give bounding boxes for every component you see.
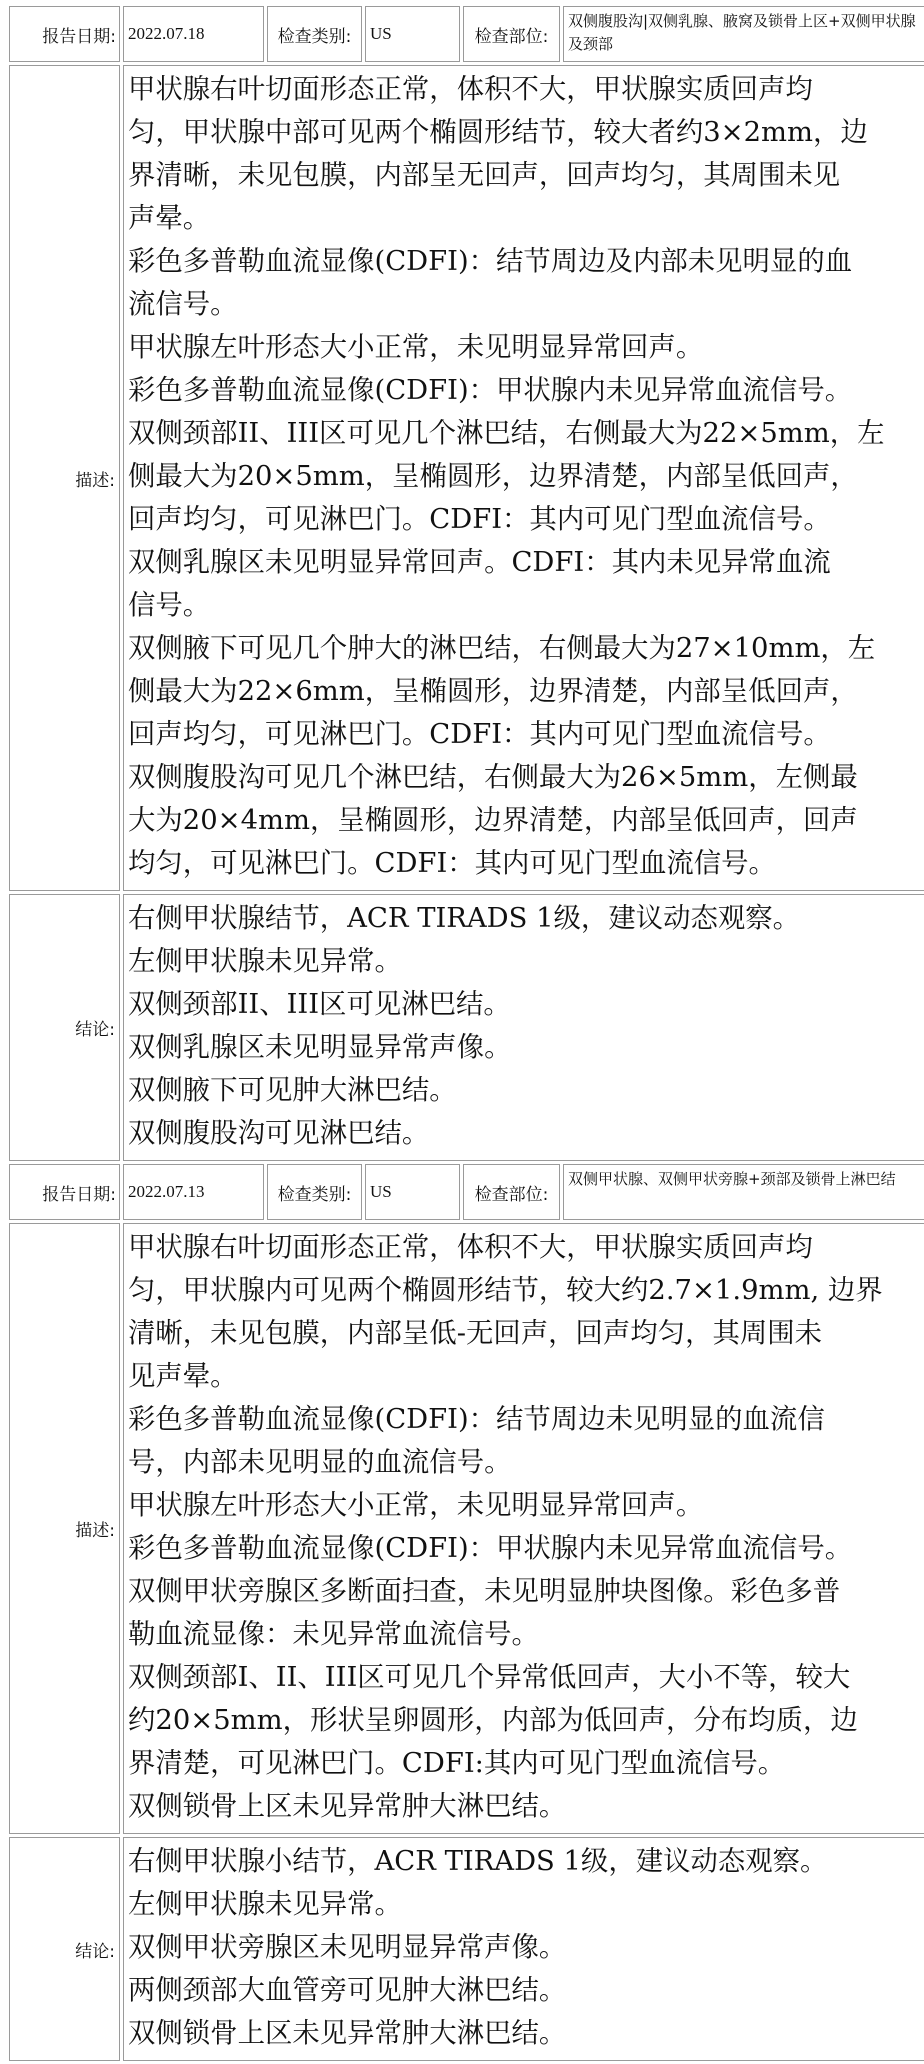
- conclusion-line: 双侧腋下可见肿大淋巴结。: [128, 1075, 457, 1106]
- description-line: 见声晕。: [128, 1361, 238, 1392]
- conclusion-line: 左侧甲状腺未见异常。: [128, 1889, 402, 1920]
- conclusion-line: 右侧甲状腺结节，ACR TIRADS 1级，建议动态观察。: [128, 903, 801, 934]
- conclusion-line: 双侧颈部II、III区可见淋巴结。: [128, 989, 511, 1020]
- conclusion-text: [123, 1837, 924, 2061]
- conclusion-line: 双侧甲状旁腺区未见明显异常声像。: [128, 1932, 567, 1963]
- description-line: 甲状腺左叶形态大小正常，未见明显异常回声。: [128, 1490, 704, 1521]
- description-line: 界清楚，可见淋巴门。CDFI:其内可见门型血流信号。: [128, 1748, 786, 1779]
- conclusion-text: [123, 894, 924, 1161]
- description-line: 匀，甲状腺中部可见两个椭圆形结节，较大者约3×2mm，边: [128, 117, 868, 148]
- description-row: [9, 65, 924, 891]
- description-line: 清晰，未见包膜，内部呈低-无回声，回声均匀，其周围未: [128, 1318, 823, 1349]
- description-line: 双侧腋下可见几个肿大的淋巴结，右侧最大为27×10mm，左: [128, 633, 876, 664]
- description-line: 双侧颈部II、III区可见几个淋巴结，右侧最大为22×5mm，左: [128, 418, 885, 449]
- description-line: 均匀，可见淋巴门。CDFI：其内可见门型血流信号。: [128, 848, 776, 879]
- description-line: 匀，甲状腺内可见两个椭圆形结节，较大约2.7×1.9mm, 边界: [128, 1275, 883, 1306]
- description-line: 双侧颈部I、II、III区可见几个异常低回声，大小不等，较大: [128, 1662, 851, 1693]
- description-line: 甲状腺左叶形态大小正常，未见明显异常回声。: [128, 332, 704, 363]
- description-line: 彩色多普勒血流显像(CDFI)：甲状腺内未见异常血流信号。: [128, 1533, 853, 1564]
- report-date-value: 2022.07.13: [123, 1164, 264, 1220]
- conclusion-line: 双侧乳腺区未见明显异常声像。: [128, 1032, 512, 1063]
- report-header-row: [9, 6, 924, 62]
- conclusion-line: 两侧颈部大血管旁可见肿大淋巴结。: [128, 1975, 567, 2006]
- conclusion-line: 右侧甲状腺小结节，ACR TIRADS 1级，建议动态观察。: [128, 1846, 828, 1877]
- description-line: 回声均匀，可见淋巴门。CDFI：其内可见门型血流信号。: [128, 504, 831, 535]
- description-line: 声晕。: [128, 203, 211, 234]
- description-line: 信号。: [128, 590, 211, 621]
- report-table: [6, 3, 924, 2064]
- conclusion-label: 结论:: [9, 1837, 120, 2061]
- exam-type-value: US: [365, 1164, 460, 1220]
- description-line: 侧最大为20×5mm，呈椭圆形，边界清楚，内部呈低回声，: [128, 461, 858, 492]
- exam-site-label: 检查部位:: [463, 1164, 560, 1220]
- description-row: [9, 1223, 924, 1834]
- description-line: 约20×5mm，形状呈卵圆形，内部为低回声，分布均质，边: [128, 1705, 858, 1736]
- description-line: 彩色多普勒血流显像(CDFI)：结节周边未见明显的血流信: [128, 1404, 825, 1435]
- conclusion-label: 结论:: [9, 894, 120, 1161]
- exam-site-label: 检查部位:: [463, 6, 560, 62]
- description-line: 大为20×4mm，呈椭圆形，边界清楚，内部呈低回声，回声: [128, 805, 858, 836]
- exam-type-value: US: [365, 6, 460, 62]
- description-line: 双侧乳腺区未见明显异常回声。CDFI：其内未见异常血流: [128, 547, 831, 578]
- exam-type-label: 检查类别:: [267, 1164, 362, 1220]
- conclusion-row: [9, 1837, 924, 2061]
- description-line: 双侧锁骨上区未见异常肿大淋巴结。: [128, 1791, 567, 1822]
- description-label: 描述:: [9, 1223, 120, 1834]
- description-line: 侧最大为22×6mm，呈椭圆形，边界清楚，内部呈低回声，: [128, 676, 858, 707]
- report-date-value: 2022.07.18: [123, 6, 264, 62]
- exam-type-label: 检查类别:: [267, 6, 362, 62]
- exam-site-value: 双侧腹股沟|双侧乳腺、腋窝及锁骨上区+双侧甲状腺及颈部: [563, 6, 924, 62]
- report-date-label: 报告日期:: [9, 6, 120, 62]
- description-line: 甲状腺右叶切面形态正常，体积不大，甲状腺实质回声均: [128, 74, 813, 105]
- description-line: 界清晰，未见包膜，内部呈无回声，回声均匀，其周围未见: [128, 160, 841, 191]
- description-text: [123, 65, 924, 891]
- description-line: 彩色多普勒血流显像(CDFI)：甲状腺内未见异常血流信号。: [128, 375, 853, 406]
- description-line: 甲状腺右叶切面形态正常，体积不大，甲状腺实质回声均: [128, 1232, 813, 1263]
- conclusion-line: 左侧甲状腺未见异常。: [128, 946, 402, 977]
- description-line: 回声均匀，可见淋巴门。CDFI：其内可见门型血流信号。: [128, 719, 831, 750]
- description-line: 流信号。: [128, 289, 238, 320]
- report-date-label: 报告日期:: [9, 1164, 120, 1220]
- description-line: 勒血流显像：未见异常血流信号。: [128, 1619, 539, 1650]
- conclusion-line: 双侧锁骨上区未见异常肿大淋巴结。: [128, 2018, 567, 2049]
- exam-site-value: 双侧甲状腺、双侧甲状旁腺+颈部及锁骨上淋巴结: [563, 1164, 924, 1220]
- conclusion-line: 双侧腹股沟可见淋巴结。: [128, 1118, 430, 1149]
- description-line: 彩色多普勒血流显像(CDFI)：结节周边及内部未见明显的血: [128, 246, 853, 277]
- description-label: 描述:: [9, 65, 120, 891]
- description-line: 双侧腹股沟可见几个淋巴结，右侧最大为26×5mm，左侧最: [128, 762, 858, 793]
- description-line: 号，内部未见明显的血流信号。: [128, 1447, 512, 1478]
- conclusion-row: [9, 894, 924, 1161]
- description-text: [123, 1223, 924, 1834]
- report-header-row: [9, 1164, 924, 1220]
- description-line: 双侧甲状旁腺区多断面扫查，未见明显肿块图像。彩色多普: [128, 1576, 841, 1607]
